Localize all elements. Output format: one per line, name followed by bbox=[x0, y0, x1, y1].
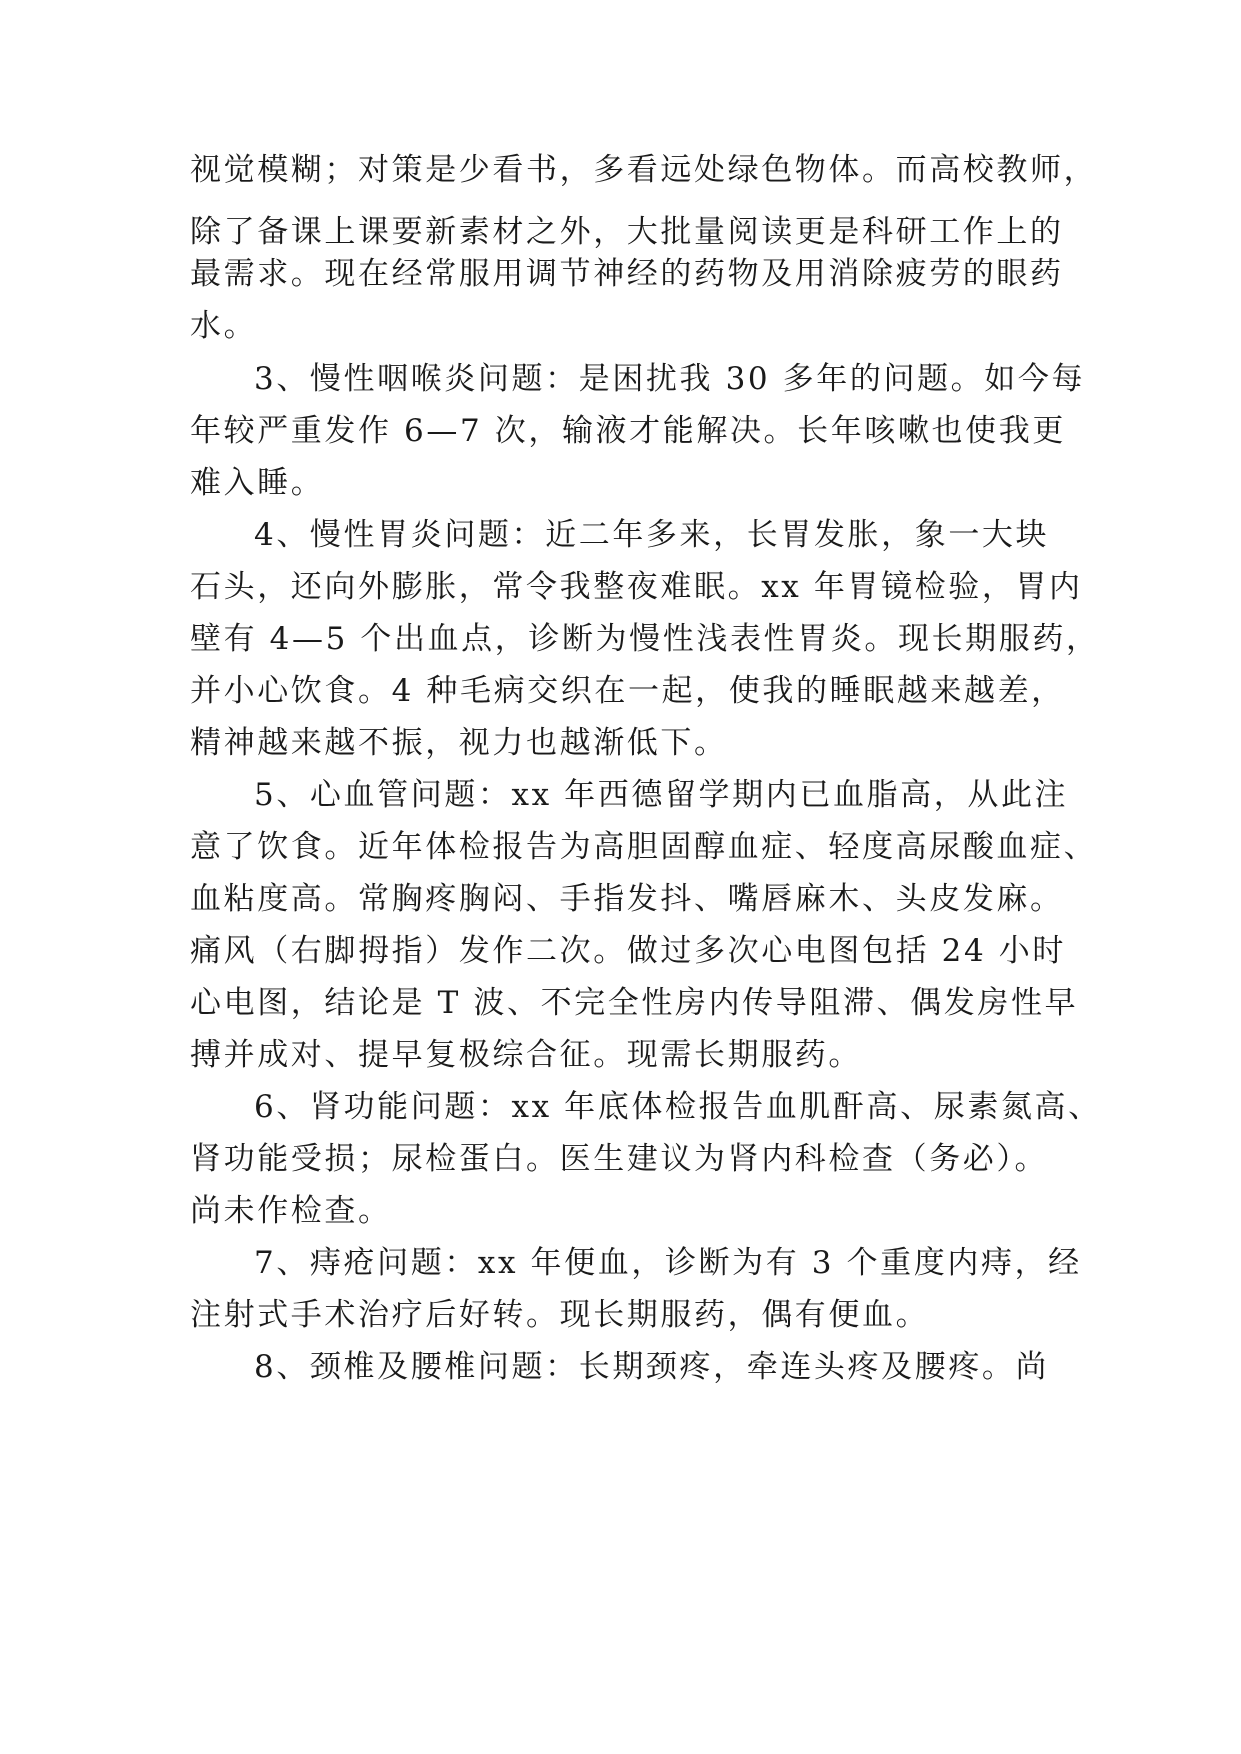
body-line: 精神越来越不振，视力也越渐低下。 bbox=[190, 725, 728, 761]
body-line: 壁有 4—5 个出血点，诊断为慢性浅表性胃炎。现长期服药， bbox=[190, 621, 1100, 657]
body-line: 除了备课上课要新素材之外，大批量阅读更是科研工作上的 bbox=[190, 214, 1064, 250]
body-line: 肾功能受损；尿检蛋白。医生建议为肾内科检查（务必）。 bbox=[190, 1141, 1049, 1177]
body-line: 最需求。现在经常服用调节神经的药物及用消除疲劳的眼药 bbox=[190, 256, 1064, 292]
body-line: 意了饮食。近年体检报告为高胆固醇血症、轻度高尿酸血症、 bbox=[190, 829, 1098, 865]
body-line: 石头，还向外膨胀，常令我整夜难眠。xx 年胃镜检验，胃内 bbox=[190, 569, 1083, 605]
paragraph-item-5: 5、心血管问题：xx 年西德留学期内已血脂高，从此注 bbox=[254, 777, 1069, 813]
body-line: 搏并成对、提早复极综合征。现需长期服药。 bbox=[190, 1037, 862, 1073]
body-line: 痛风（右脚拇指）发作二次。做过多次心电图包括 24 小时 bbox=[190, 933, 1066, 969]
body-line: 年较严重发作 6—7 次，输液才能解决。长年咳嗽也使我更 bbox=[190, 413, 1066, 449]
body-line: 心电图，结论是 T 波、不完全性房内传导阻滞、偶发房性早 bbox=[190, 985, 1079, 1021]
paragraph-item-4: 4、慢性胃炎问题：近二年多来，长胃发胀，象一大块 bbox=[254, 517, 1050, 553]
body-line: 血粘度高。常胸疼胸闷、手指发抖、嘴唇麻木、头皮发麻。 bbox=[190, 881, 1064, 917]
body-line: 注射式手术治疗后好转。现长期服药，偶有便血。 bbox=[190, 1297, 930, 1333]
body-line: 水。 bbox=[190, 308, 258, 344]
paragraph-item-7: 7、痔疮问题：xx 年便血，诊断为有 3 个重度内痔，经 bbox=[254, 1245, 1082, 1281]
body-line: 尚未作检查。 bbox=[190, 1193, 392, 1229]
paragraph-item-8: 8、颈椎及腰椎问题：长期颈疼，牵连头疼及腰疼。尚 bbox=[254, 1349, 1050, 1385]
body-line: 视觉模糊；对策是少看书，多看远处绿色物体。而高校教师， bbox=[190, 152, 1098, 188]
body-line: 难入睡。 bbox=[190, 465, 325, 501]
paragraph-item-3: 3、慢性咽喉炎问题：是困扰我 30 多年的问题。如今每 bbox=[254, 361, 1086, 397]
body-line: 并小心饮食。4 种毛病交织在一起，使我的睡眠越来越差， bbox=[190, 673, 1065, 709]
paragraph-item-6: 6、肾功能问题：xx 年底体检报告血肌酐高、尿素氮高、 bbox=[254, 1089, 1102, 1125]
